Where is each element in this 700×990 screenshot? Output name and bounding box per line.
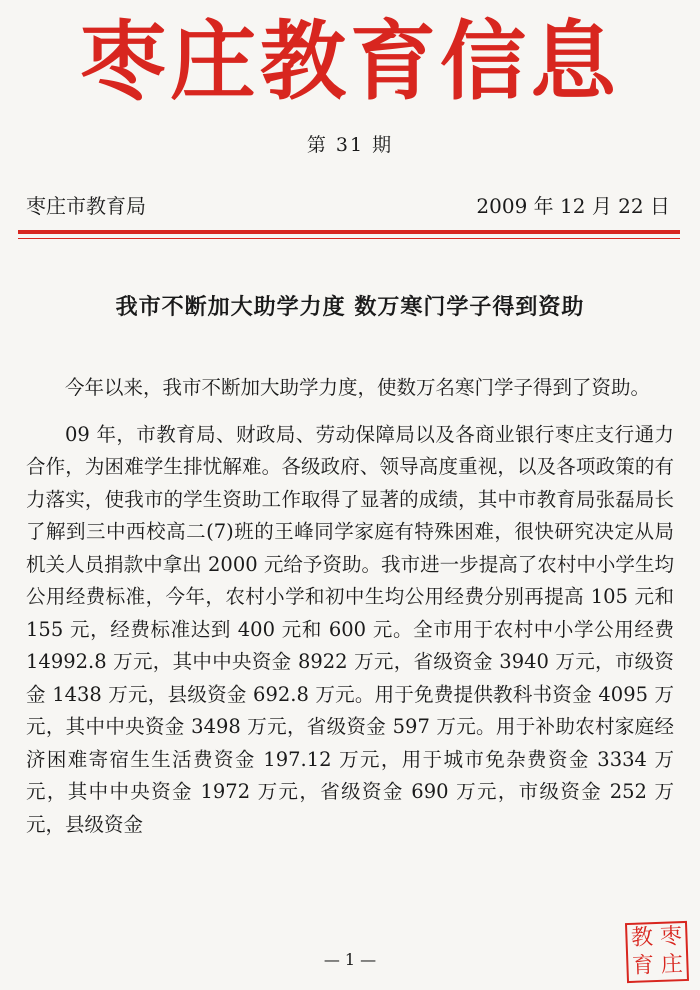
article-body [26,372,674,855]
stamp-char: 庄 [660,952,684,978]
issue-number: 第 31 期 [306,134,394,156]
masthead-title: 枣庄教育信息 [80,11,620,112]
publisher-name: 枣庄市教育局 [26,194,146,218]
header-rule-thick [18,230,680,234]
stamp-char: 枣 [659,924,683,950]
stamp-char: 教 [630,925,654,951]
publication-date: 2009 年 12 月 22 日 [476,194,670,218]
header-rule-thin [18,238,680,239]
page-number: — 1 — [323,950,377,969]
article-paragraph: 09 年，市教育局、财政局、劳动保障局以及各商业银行枣庄支行通力合作，为困难学生排忧解难。各级政府、领导高度重视，以及各项政策的有力落实，使我市的学生资助工作取得了显著的成绩，其中市教育局张磊局长了解到三中西校高二(7)班的王峰同学家庭有特殊困难，很快研究决定从局机关人员捐款中拿出 2000 元给予资助。我市进一步提高了农村中小学生均公用经费标准，今年，农村小学和初中生均公用经费分别再提高 105 元和 155 元，经费标准达到 400 元和 600 元。全市用于农村中小学公用经费 14992.8 万元，其中中央资金 8922 万元，省级资金 3940 万元，市级资金 1438 万元，县级资金 692.8 万元。用于免费提供教科书资金 4095 万元，其中中央资金 3498 万元，省级资金 597 万元。用于补助农村家庭经济困难寄宿生生活费资金 197.12 万元，用于城市免杂费资金 3334 万元，其中中央资金 1972 万元，省级资金 690 万元，市级资金 252 万元，县级资金 [26,422,674,836]
stamp-char: 育 [631,953,655,979]
article-headline: 我市不断加大助学力度 数万寒门学子得到资助 [115,294,585,320]
red-seal-stamp [625,921,689,983]
article-paragraph: 今年以来，我市不断加大助学力度，使数万名寒门学子得到了资助。 [65,376,651,399]
